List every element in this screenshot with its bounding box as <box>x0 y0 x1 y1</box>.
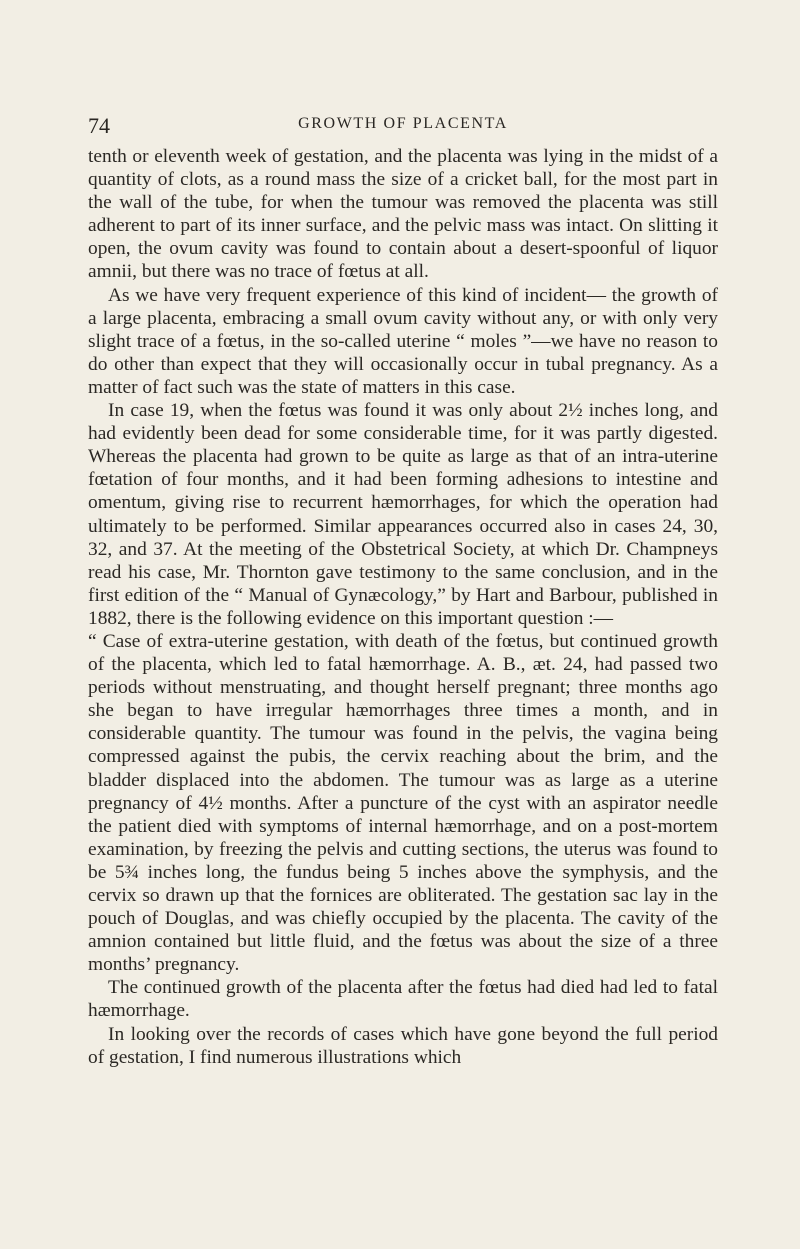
paragraph: In case 19, when the fœtus was found it was only about 2½ inches long, and had evidently been dead for some considerable time, for it was partly digested. Whereas the placenta had grown to be quite as large as that of an intra-uterine fœtation of four months, and it had been forming adhesions to intestine and omentum, giving rise to recurrent hæmorrhages, for which the operation had ultimately to be performed. Similar appearances occurred also in cases 24, 30, 32, and 37. At the meeting of the Obstetrical Society, at which Dr. Champneys read his case, Mr. Thornton gave testimony to the same conclusion, and in the first edition of the “ Manual of Gynæcology,” by Hart and Barbour, published in 1882, there is the following evidence on this important question :— <box>88 400 718 629</box>
quoted-case-paragraph: “ Case of extra-uterine gestation, with death of the fœtus, but continued growth of the placenta, which led to fatal hæmorrhage. A. B., æt. 24, had passed two periods without menstruating, and thought herself pregnant; three months ago she began to have irregular hæmorrhages three times a month, and in considerable quantity. The tumour was found in the pelvis, the vagina being compressed against the pubis, the cervix reaching about the brim, and the bladder displaced into the abdomen. The tumour was as large as a uterine pregnancy of 4½ months. After a puncture of the cyst with an aspirator needle the patient died with symptoms of internal hæmorrhage, and on a post-mortem examination, by freezing the pelvis and cutting sections, the uterus was found to be 5¾ inches long, the fundus being 5 inches above the symphysis, and the cervix so drawn up that the fornices are obliterated. The gestation sac lay in the pouch of Douglas, and was chiefly occupied by the placenta. The cavity of the amnion contained but little fluid, and the fœtus was about the size of a three months’ pregnancy. <box>88 630 718 976</box>
page-number: 74 <box>88 113 110 138</box>
running-head: GROWTH OF PLACENTA <box>298 115 508 132</box>
body-text <box>88 145 718 1069</box>
paragraph: In looking over the records of cases which have gone beyond the full period of gestation, I find numerous illustrations which <box>88 1023 718 1068</box>
paragraph: As we have very frequent experience of this kind of incident— the growth of a large placenta, embracing a small ovum cavity without any, or with only very slight trace of a fœtus, in the so-called uterine “ moles ”—we have no reason to do other than expect that they will occasionally occur in tubal pregnancy. As a matter of fact such was the state of matters in this case. <box>88 284 718 398</box>
paragraph: The continued growth of the placenta after the fœtus had died had led to fatal hæmorrhage. <box>88 977 718 1022</box>
paragraph: tenth or eleventh week of gestation, and the placenta was lying in the midst of a quantity of clots, as a round mass the size of a cricket ball, for the most part in the wall of the tube, for when the tumour was removed the placenta was still adherent to part of its inner surface, and the pelvic mass was intact. On slitting it open, the ovum cavity was found to contain about a desert-spoonful of liquor amnii, but there was no trace of fœtus at all. <box>88 146 718 283</box>
page-header <box>88 113 718 139</box>
